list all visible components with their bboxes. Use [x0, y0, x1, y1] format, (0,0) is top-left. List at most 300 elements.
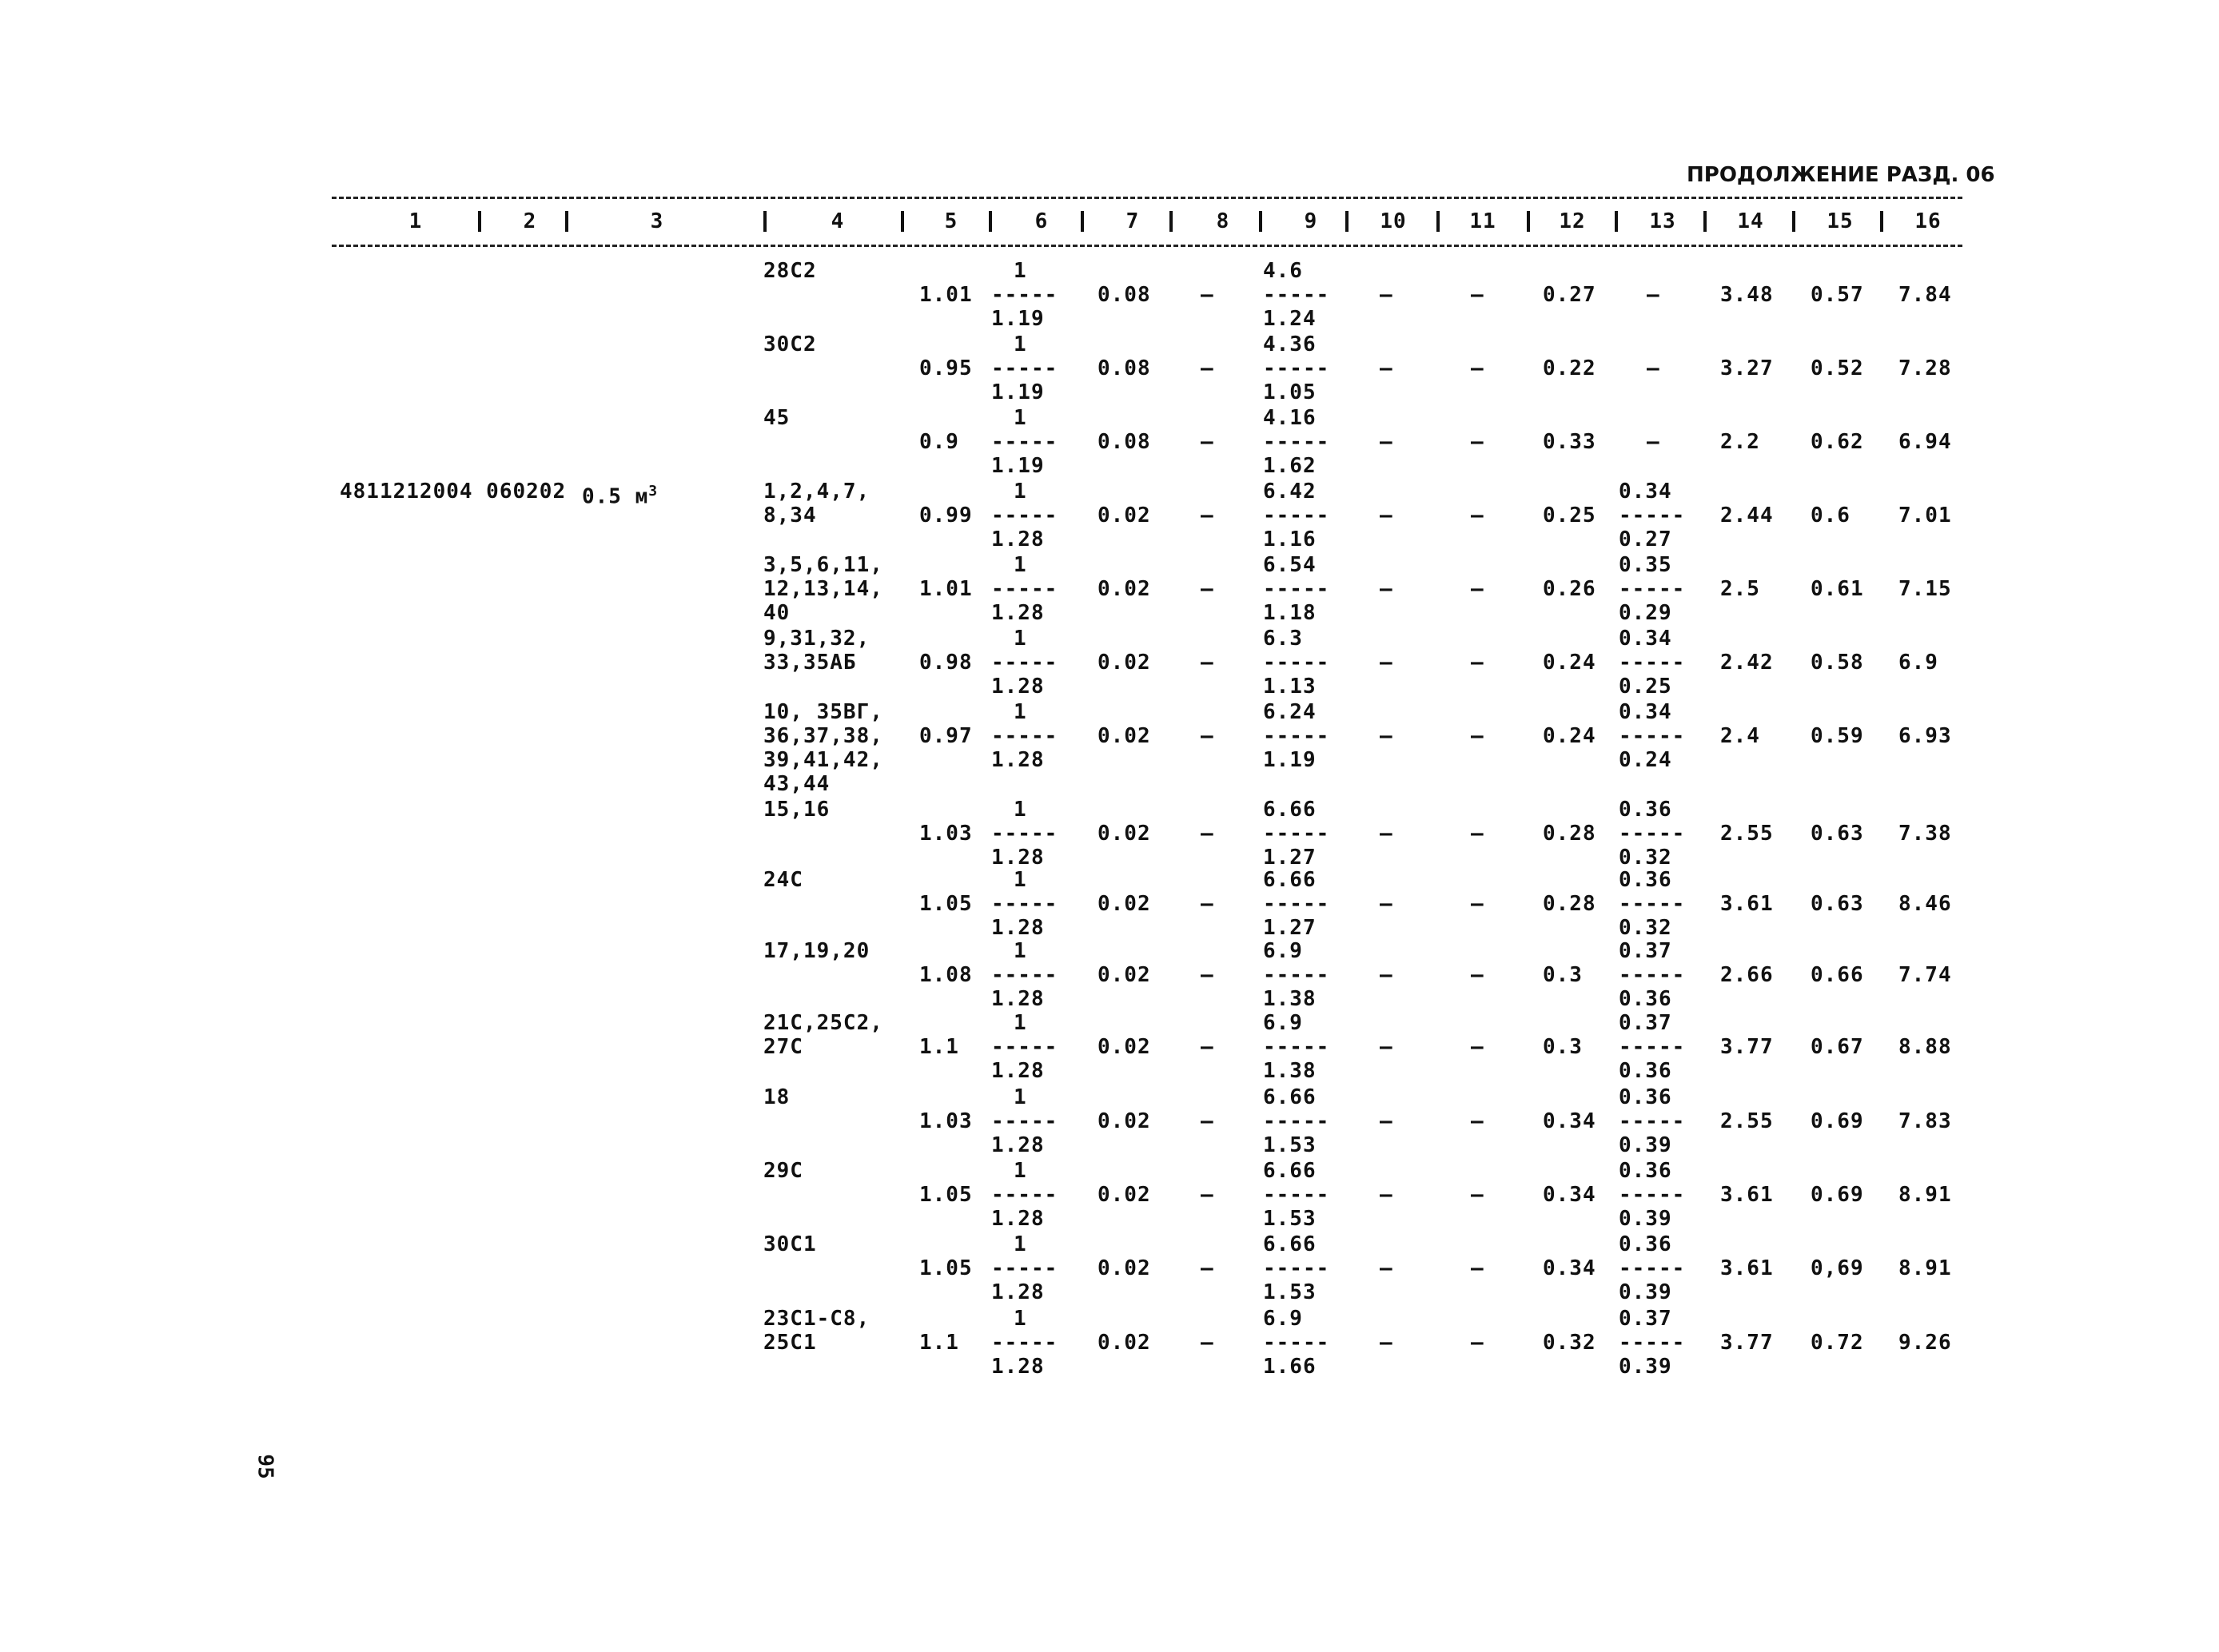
cell-col14: 3.27: [1720, 356, 1774, 380]
column-header-10: 10: [1380, 209, 1407, 233]
row-name-line: 1,2,4,7,: [763, 480, 870, 504]
cell-col8: –: [1201, 651, 1214, 675]
row-name-line: 28С2: [763, 259, 817, 283]
cell-col15: 0.52: [1811, 356, 1864, 380]
cell-col5: 0.97: [919, 724, 973, 748]
page-number: 95: [253, 1454, 277, 1479]
fraction-c13-part: 0.36: [1619, 1232, 1672, 1256]
cell-col5: 1.01: [919, 577, 973, 601]
cell-col11: –: [1471, 724, 1484, 748]
column-separator: [1081, 211, 1084, 232]
cell-col10: –: [1380, 504, 1393, 527]
cell-col11: –: [1471, 963, 1484, 987]
cell-col8: –: [1201, 1109, 1214, 1133]
fraction-c13-part: -----: [1619, 1035, 1686, 1059]
fraction-c9-part: 1.53: [1263, 1280, 1317, 1304]
cell-col16: 6.94: [1898, 430, 1952, 454]
fraction-c9-part: 1.18: [1263, 601, 1317, 625]
cell-col11: –: [1471, 822, 1484, 846]
cell-col10: –: [1380, 1256, 1393, 1280]
cell-col11: –: [1471, 651, 1484, 675]
row-name-line: 29С: [763, 1159, 803, 1183]
row-name-line: 36,37,38,: [763, 724, 883, 748]
fraction-c13-part: 0.25: [1619, 675, 1672, 699]
cell-col7: 0.02: [1098, 1331, 1151, 1355]
cell-col12: 0.3: [1543, 963, 1583, 987]
cell-col10: –: [1380, 1331, 1393, 1355]
cell-col10: –: [1380, 283, 1393, 307]
fraction-c9-part: -----: [1263, 1183, 1330, 1207]
column-header-9: 9: [1304, 209, 1318, 233]
cell-col5: 0.98: [919, 651, 973, 675]
fraction-c9-part: -----: [1263, 356, 1330, 380]
fraction-c9-part: 6.9: [1263, 1307, 1303, 1331]
cell-col15: 0.57: [1811, 283, 1864, 307]
cell-col14: 2.55: [1720, 1109, 1774, 1133]
cell-col8: –: [1201, 892, 1214, 916]
fraction-c6-part: -----: [991, 1256, 1058, 1280]
cell-col11: –: [1471, 504, 1484, 527]
fraction-c6-part: 1: [1014, 868, 1027, 892]
fraction-c13-part: -----: [1619, 892, 1686, 916]
cell-col11: –: [1471, 1109, 1484, 1133]
cell-col5: 1.05: [919, 1183, 973, 1207]
column-header-6: 6: [1034, 209, 1049, 233]
cell-col7: 0.02: [1098, 1109, 1151, 1133]
fraction-c9-part: 1.16: [1263, 527, 1317, 551]
fraction-c6-part: 1: [1014, 1011, 1027, 1035]
cell-col15: 0.69: [1811, 1109, 1864, 1133]
column-header-14: 14: [1737, 209, 1764, 233]
fraction-c9-part: -----: [1263, 504, 1330, 527]
cell-col8: –: [1201, 1183, 1214, 1207]
row-name-line: 23С1-С8,: [763, 1307, 870, 1331]
cell-col5: 1.03: [919, 822, 973, 846]
fraction-c6-part: 1.28: [991, 1059, 1045, 1083]
fraction-c13-part: -----: [1619, 1331, 1686, 1355]
fraction-c6-part: -----: [991, 651, 1058, 675]
unit-volume: 0.5 $м^3$: [582, 483, 659, 509]
fraction-c6-part: -----: [991, 892, 1058, 916]
fraction-c6-part: 1.28: [991, 1280, 1045, 1304]
fraction-c13-part: –: [1647, 430, 1660, 454]
fraction-c13-part: 0.36: [1619, 1085, 1672, 1109]
cell-col12: 0.33: [1543, 430, 1596, 454]
fraction-c13-part: 0.32: [1619, 846, 1672, 870]
cell-col10: –: [1380, 963, 1393, 987]
fraction-c13-part: 0.37: [1619, 1307, 1672, 1331]
fraction-c6-part: -----: [991, 430, 1058, 454]
column-header-3: 3: [650, 209, 664, 233]
cell-col8: –: [1201, 724, 1214, 748]
cell-col11: –: [1471, 283, 1484, 307]
fraction-c13-part: 0.36: [1619, 868, 1672, 892]
cell-col15: 0.69: [1811, 1183, 1864, 1207]
cell-col5: 0.95: [919, 356, 973, 380]
cell-col15: 0.63: [1811, 822, 1864, 846]
fraction-c13-part: 0.36: [1619, 1159, 1672, 1183]
cell-col12: 0.24: [1543, 724, 1596, 748]
fraction-c6-part: -----: [991, 822, 1058, 846]
fraction-c13-part: 0.37: [1619, 939, 1672, 963]
cell-col8: –: [1201, 1331, 1214, 1355]
column-separator: [763, 211, 767, 232]
fraction-c13-part: 0.34: [1619, 480, 1672, 504]
fraction-c6-part: 1: [1014, 1159, 1027, 1183]
cell-col7: 0.02: [1098, 1183, 1151, 1207]
cell-col10: –: [1380, 822, 1393, 846]
row-name-line: 21С,25С2,: [763, 1011, 883, 1035]
fraction-c9-part: 1.66: [1263, 1355, 1317, 1379]
fraction-c13-part: 0.39: [1619, 1207, 1672, 1231]
cell-col11: –: [1471, 1331, 1484, 1355]
cell-col14: 2.66: [1720, 963, 1774, 987]
cell-col14: 2.42: [1720, 651, 1774, 675]
cell-col12: 0.34: [1543, 1183, 1596, 1207]
cell-col16: 8.88: [1898, 1035, 1952, 1059]
fraction-c9-part: 1.38: [1263, 1059, 1317, 1083]
fraction-c13-part: 0.39: [1619, 1280, 1672, 1304]
cell-col16: 7.84: [1898, 283, 1952, 307]
column-header-2: 2: [523, 209, 537, 233]
cell-col11: –: [1471, 1256, 1484, 1280]
column-separator: [989, 211, 992, 232]
column-header-5: 5: [944, 209, 958, 233]
cell-col14: 3.77: [1720, 1331, 1774, 1355]
column-separator: [1527, 211, 1530, 232]
cell-col12: 0.22: [1543, 356, 1596, 380]
fraction-c13-part: 0.36: [1619, 798, 1672, 822]
fraction-c6-part: 1: [1014, 798, 1027, 822]
cell-col12: 0.24: [1543, 651, 1596, 675]
row-name-line: 3,5,6,11,: [763, 553, 883, 577]
cell-col15: 0.6: [1811, 504, 1850, 527]
cell-col16: 7.74: [1898, 963, 1952, 987]
cell-col10: –: [1380, 1035, 1393, 1059]
cell-col15: 0.62: [1811, 430, 1864, 454]
row-name-line: 45: [763, 406, 791, 430]
fraction-c9-part: -----: [1263, 1109, 1330, 1133]
fraction-c9-part: 1.24: [1263, 307, 1317, 331]
fraction-c13-part: –: [1647, 356, 1660, 380]
row-name-line: 30С1: [763, 1232, 817, 1256]
cell-col16: 8.46: [1898, 892, 1952, 916]
fraction-c6-part: 1.28: [991, 675, 1045, 699]
fraction-c9-part: -----: [1263, 430, 1330, 454]
fraction-c13-part: -----: [1619, 1183, 1686, 1207]
fraction-c6-part: 1.28: [991, 846, 1045, 870]
column-header-4: 4: [831, 209, 845, 233]
cell-col5: 0.99: [919, 504, 973, 527]
fraction-c6-part: -----: [991, 1183, 1058, 1207]
cell-col8: –: [1201, 430, 1214, 454]
cell-col16: 8.91: [1898, 1183, 1952, 1207]
cell-col5: 1.1: [919, 1035, 959, 1059]
fraction-c9-part: 4.16: [1263, 406, 1317, 430]
fraction-c13-part: 0.39: [1619, 1133, 1672, 1157]
cell-col11: –: [1471, 577, 1484, 601]
cell-col8: –: [1201, 577, 1214, 601]
row-name-line: 17,19,20: [763, 939, 870, 963]
cell-col10: –: [1380, 651, 1393, 675]
fraction-c6-part: 1: [1014, 553, 1027, 577]
row-name-line: 9,31,32,: [763, 627, 870, 651]
cell-col15: 0.66: [1811, 963, 1864, 987]
section-title: ПРОДОЛЖЕНИЕ РАЗД. 06: [1687, 163, 1995, 187]
fraction-c13-part: -----: [1619, 651, 1686, 675]
cell-col12: 0.25: [1543, 504, 1596, 527]
row-name-line: 12,13,14,: [763, 577, 883, 601]
fraction-c6-part: 1.28: [991, 987, 1045, 1011]
column-separator: [1703, 211, 1707, 232]
column-header-12: 12: [1559, 209, 1586, 233]
fraction-c13-part: 0.32: [1619, 916, 1672, 940]
cell-col14: 3.61: [1720, 1183, 1774, 1207]
cell-col16: 6.9: [1898, 651, 1938, 675]
cell-col5: 1.05: [919, 892, 973, 916]
row-name-line: 39,41,42,: [763, 748, 883, 772]
fraction-c6-part: 1: [1014, 406, 1027, 430]
cell-col10: –: [1380, 430, 1393, 454]
cell-col10: –: [1380, 1183, 1393, 1207]
cell-col8: –: [1201, 822, 1214, 846]
column-separator: [1880, 211, 1883, 232]
fraction-c13-part: 0.24: [1619, 748, 1672, 772]
cell-col11: –: [1471, 356, 1484, 380]
cell-col16: 7.15: [1898, 577, 1952, 601]
fraction-c13-part: -----: [1619, 577, 1686, 601]
cell-col15: 0,69: [1811, 1256, 1864, 1280]
cell-col10: –: [1380, 724, 1393, 748]
fraction-c9-part: 6.9: [1263, 939, 1303, 963]
cell-col16: 7.38: [1898, 822, 1952, 846]
cell-col16: 6.93: [1898, 724, 1952, 748]
fraction-c9-part: 1.53: [1263, 1133, 1317, 1157]
cell-col10: –: [1380, 1109, 1393, 1133]
column-header-15: 15: [1827, 209, 1854, 233]
cell-col15: 0.58: [1811, 651, 1864, 675]
fraction-c13-part: 0.34: [1619, 627, 1672, 651]
fraction-c9-part: 6.54: [1263, 553, 1317, 577]
cell-col14: 2.4: [1720, 724, 1760, 748]
fraction-c9-part: 6.9: [1263, 1011, 1303, 1035]
cell-col8: –: [1201, 504, 1214, 527]
row-name-line: 43,44: [763, 772, 831, 796]
fraction-c6-part: -----: [991, 577, 1058, 601]
cell-col10: –: [1380, 577, 1393, 601]
fraction-c6-part: 1: [1014, 1085, 1027, 1109]
column-header-16: 16: [1914, 209, 1942, 233]
cell-col14: 3.77: [1720, 1035, 1774, 1059]
fraction-c9-part: -----: [1263, 892, 1330, 916]
fraction-c9-part: -----: [1263, 1331, 1330, 1355]
row-name-line: 25С1: [763, 1331, 817, 1355]
fraction-c6-part: -----: [991, 504, 1058, 527]
column-separator: [1345, 211, 1349, 232]
fraction-c6-part: 1.19: [991, 380, 1045, 404]
fraction-c9-part: -----: [1263, 1256, 1330, 1280]
cell-col7: 0.02: [1098, 577, 1151, 601]
fraction-c9-part: 6.66: [1263, 868, 1317, 892]
cell-col12: 0.28: [1543, 892, 1596, 916]
fraction-c9-part: 1.27: [1263, 846, 1317, 870]
cell-col14: 2.2: [1720, 430, 1760, 454]
fraction-c6-part: 1.19: [991, 454, 1045, 478]
fraction-c9-part: 6.42: [1263, 480, 1317, 504]
fraction-c6-part: 1: [1014, 480, 1027, 504]
row-name-line: 27С: [763, 1035, 803, 1059]
row-name-line: 33,35АБ: [763, 651, 857, 675]
fraction-c6-part: -----: [991, 1035, 1058, 1059]
column-separator: [1169, 211, 1173, 232]
cell-col14: 2.55: [1720, 822, 1774, 846]
row-name-line: 15,16: [763, 798, 831, 822]
fraction-c9-part: 6.66: [1263, 1232, 1317, 1256]
fraction-c6-part: 1.28: [991, 1133, 1045, 1157]
fraction-c6-part: 1.19: [991, 307, 1045, 331]
cell-col8: –: [1201, 963, 1214, 987]
fraction-c6-part: -----: [991, 1331, 1058, 1355]
fraction-c9-part: 4.36: [1263, 332, 1317, 356]
fraction-c13-part: 0.29: [1619, 601, 1672, 625]
fraction-c9-part: -----: [1263, 577, 1330, 601]
cell-col7: 0.02: [1098, 822, 1151, 846]
column-separator: [565, 211, 568, 232]
fraction-c6-part: 1: [1014, 627, 1027, 651]
cell-col11: –: [1471, 1035, 1484, 1059]
row-name-line: 24С: [763, 868, 803, 892]
cell-col11: –: [1471, 430, 1484, 454]
fraction-c13-part: 0.36: [1619, 987, 1672, 1011]
fraction-c6-part: 1: [1014, 259, 1027, 283]
cell-col7: 0.02: [1098, 504, 1151, 527]
fraction-c9-part: 6.66: [1263, 798, 1317, 822]
fraction-c13-part: 0.35: [1619, 553, 1672, 577]
row-name-line: 40: [763, 601, 791, 625]
column-separator: [478, 211, 481, 232]
fraction-c13-part: 0.39: [1619, 1355, 1672, 1379]
cell-col7: 0.02: [1098, 892, 1151, 916]
row-name-line: 30С2: [763, 332, 817, 356]
fraction-c9-part: 1.27: [1263, 916, 1317, 940]
cell-col11: –: [1471, 1183, 1484, 1207]
cell-col14: 2.5: [1720, 577, 1760, 601]
fraction-c6-part: 1.28: [991, 527, 1045, 551]
cell-col14: 3.61: [1720, 892, 1774, 916]
fraction-c9-part: 1.05: [1263, 380, 1317, 404]
item-code: 4811212004 060202: [340, 480, 567, 504]
cell-col8: –: [1201, 1035, 1214, 1059]
cell-col5: 1.05: [919, 1256, 973, 1280]
cell-col10: –: [1380, 356, 1393, 380]
fraction-c9-part: 6.66: [1263, 1159, 1317, 1183]
cell-col7: 0.02: [1098, 963, 1151, 987]
cell-col5: 1.01: [919, 283, 973, 307]
fraction-c6-part: -----: [991, 356, 1058, 380]
fraction-c6-part: -----: [991, 283, 1058, 307]
column-separator: [1436, 211, 1440, 232]
fraction-c9-part: -----: [1263, 651, 1330, 675]
cell-col5: 1.08: [919, 963, 973, 987]
fraction-c13-part: –: [1647, 283, 1660, 307]
column-separator: [1259, 211, 1262, 232]
fraction-c6-part: 1: [1014, 700, 1027, 724]
cell-col16: 7.83: [1898, 1109, 1952, 1133]
fraction-c6-part: 1.28: [991, 1207, 1045, 1231]
cell-col8: –: [1201, 1256, 1214, 1280]
fraction-c6-part: 1.28: [991, 601, 1045, 625]
fraction-c9-part: 1.13: [1263, 675, 1317, 699]
cell-col5: 1.03: [919, 1109, 973, 1133]
fraction-c9-part: 1.38: [1263, 987, 1317, 1011]
table-rule: [332, 245, 1962, 247]
cell-col5: 0.9: [919, 430, 959, 454]
fraction-c13-part: 0.37: [1619, 1011, 1672, 1035]
fraction-c6-part: 1.28: [991, 1355, 1045, 1379]
fraction-c9-part: 1.53: [1263, 1207, 1317, 1231]
fraction-c13-part: -----: [1619, 1256, 1686, 1280]
fraction-c6-part: 1: [1014, 939, 1027, 963]
row-name-line: 10, 35ВГ,: [763, 700, 883, 724]
fraction-c13-part: 0.34: [1619, 700, 1672, 724]
column-header-8: 8: [1216, 209, 1230, 233]
cell-col12: 0.26: [1543, 577, 1596, 601]
cell-col7: 0.02: [1098, 651, 1151, 675]
cell-col7: 0.02: [1098, 1256, 1151, 1280]
fraction-c6-part: 1: [1014, 1307, 1027, 1331]
cell-col15: 0.63: [1811, 892, 1864, 916]
cell-col12: 0.3: [1543, 1035, 1583, 1059]
fraction-c9-part: 6.24: [1263, 700, 1317, 724]
fraction-c13-part: 0.36: [1619, 1059, 1672, 1083]
cell-col16: 7.01: [1898, 504, 1952, 527]
cell-col16: 9.26: [1898, 1331, 1952, 1355]
column-separator: [901, 211, 904, 232]
column-separator: [1615, 211, 1618, 232]
row-name-line: 18: [763, 1085, 791, 1109]
fraction-c13-part: -----: [1619, 822, 1686, 846]
fraction-c9-part: 6.3: [1263, 627, 1303, 651]
cell-col8: –: [1201, 356, 1214, 380]
fraction-c6-part: 1.28: [991, 916, 1045, 940]
table-rule: [332, 197, 1962, 199]
fraction-c13-part: -----: [1619, 963, 1686, 987]
fraction-c9-part: -----: [1263, 724, 1330, 748]
fraction-c9-part: -----: [1263, 963, 1330, 987]
fraction-c13-part: -----: [1619, 724, 1686, 748]
cell-col15: 0.61: [1811, 577, 1864, 601]
cell-col5: 1.1: [919, 1331, 959, 1355]
cell-col14: 3.48: [1720, 283, 1774, 307]
cell-col7: 0.08: [1098, 356, 1151, 380]
cell-col7: 0.08: [1098, 430, 1151, 454]
cell-col12: 0.32: [1543, 1331, 1596, 1355]
fraction-c9-part: 1.19: [1263, 748, 1317, 772]
fraction-c9-part: -----: [1263, 822, 1330, 846]
cell-col12: 0.34: [1543, 1109, 1596, 1133]
fraction-c6-part: 1: [1014, 1232, 1027, 1256]
fraction-c9-part: 4.6: [1263, 259, 1303, 283]
cell-col15: 0.59: [1811, 724, 1864, 748]
fraction-c6-part: -----: [991, 724, 1058, 748]
fraction-c13-part: -----: [1619, 1109, 1686, 1133]
cell-col11: –: [1471, 892, 1484, 916]
fraction-c9-part: -----: [1263, 1035, 1330, 1059]
fraction-c6-part: 1: [1014, 332, 1027, 356]
fraction-c6-part: -----: [991, 1109, 1058, 1133]
cell-col16: 7.28: [1898, 356, 1952, 380]
column-header-7: 7: [1125, 209, 1140, 233]
